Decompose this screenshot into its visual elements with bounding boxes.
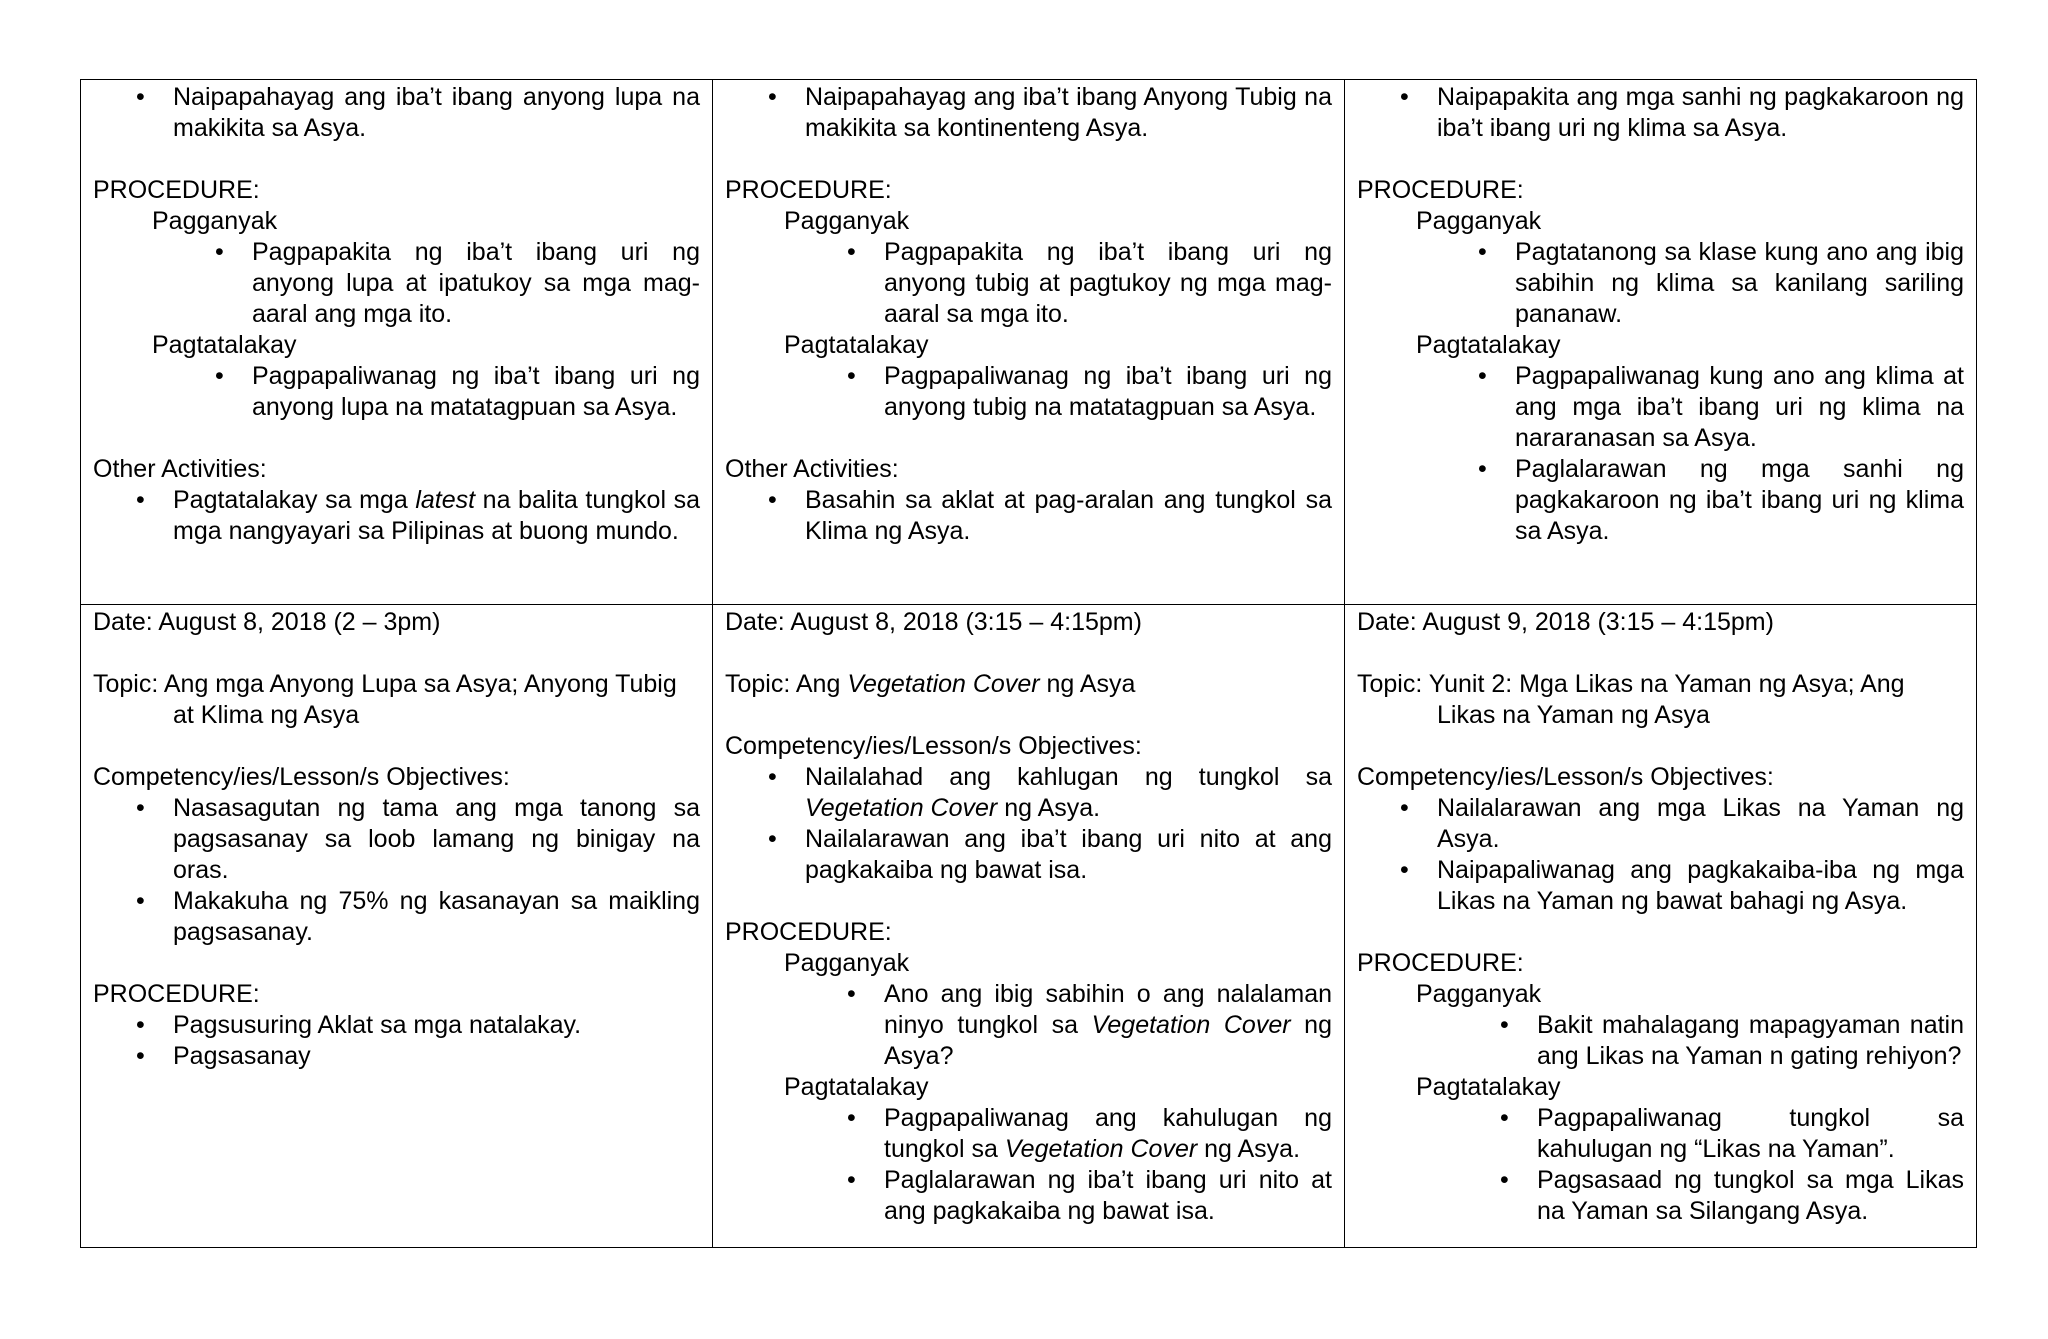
text-run: Topic: Ang xyxy=(725,670,848,698)
cell-anyong-tubig-continued xyxy=(713,80,1345,605)
list-item: • Naipapakita ang mga sanhi ng pagkakaroon ng iba’t ibang uri ng klima sa Asya. xyxy=(1437,82,1964,144)
list-item: • Pagpapakita ng iba’t ibang uri ng anyong lupa at ipatukoy sa mga mag-aaral ang mga ito. xyxy=(252,237,700,330)
pagganyak-label: Pagganyak xyxy=(784,949,910,977)
pagtatalakay-label: Pagtatalakay xyxy=(1416,1073,1561,1101)
objectives-label: Competency/ies/Lesson/s Objectives: xyxy=(93,763,510,791)
topic-line: Topic: Yunit 2: Mga Likas na Yaman ng Asya; Ang Likas na Yaman ng Asya xyxy=(1357,670,1905,729)
emphasis-text: Vegetation Cover xyxy=(847,670,1040,698)
list-item: • Pagsasanay xyxy=(173,1041,700,1072)
procedure-label: PROCEDURE: xyxy=(93,176,260,204)
cell-klima-continued xyxy=(1345,80,1977,605)
objective-list xyxy=(805,762,1332,886)
list-item: • Pagpapaliwanag tungkol sa kahulugan ng “Likas na Yaman”. xyxy=(1537,1103,1964,1165)
objectives-label: Competency/ies/Lesson/s Objectives: xyxy=(1357,763,1774,791)
other-activities-label: Other Activities: xyxy=(93,455,267,483)
cell-august-8-2pm xyxy=(81,605,713,1248)
list-item: • Pagsusuring Aklat sa mga natalakay. xyxy=(173,1010,700,1041)
other-activities-list xyxy=(173,485,700,547)
text-run: na balita tungkol sa mga nangyayari sa Pilipinas at buong mundo. xyxy=(173,486,700,545)
procedure-label: PROCEDURE: xyxy=(93,980,260,1008)
objective-list xyxy=(1437,793,1964,917)
list-item: • Pagpapaliwanag ng iba’t ibang uri ng anyong tubig na matatagpuan sa Asya. xyxy=(884,361,1332,423)
pagtatalakay-list xyxy=(884,361,1332,423)
topic-line: Topic: Ang mga Anyong Lupa sa Asya; Anyong Tubig at Klima ng Asya xyxy=(93,670,677,729)
procedure-label: PROCEDURE: xyxy=(1357,949,1524,977)
pagganyak-list xyxy=(1537,1010,1964,1072)
procedure-list xyxy=(173,1010,700,1072)
list-item: • Paglalarawan ng iba’t ibang uri nito at ang pagkakaiba ng bawat isa. xyxy=(884,1165,1332,1227)
text-run: ng Asya. xyxy=(997,794,1101,822)
emphasis-text: Vegetation Cover xyxy=(805,794,998,822)
emphasis-text: Vegetation Cover xyxy=(1091,1011,1291,1039)
objectives-label: Competency/ies/Lesson/s Objectives: xyxy=(725,732,1142,760)
pagtatalakay-list xyxy=(884,1103,1332,1227)
list-item: • Nasasagutan ng tama ang mga tanong sa pagsasanay sa loob lamang ng binigay na oras. xyxy=(173,793,700,886)
list-item: • Naipapaliwanag ang pagkakaiba-iba ng mga Likas na Yaman ng bawat bahagi ng Asya. xyxy=(1437,855,1964,917)
procedure-label: PROCEDURE: xyxy=(725,918,892,946)
list-item xyxy=(884,1103,1332,1165)
procedure-label: PROCEDURE: xyxy=(725,176,892,204)
cell-anyong-lupa-continued xyxy=(81,80,713,605)
objective-list xyxy=(805,82,1332,144)
list-item: • Bakit mahalagang mapagyaman natin ang Likas na Yaman n gating rehiyon? xyxy=(1537,1010,1964,1072)
list-item: • Pagpapaliwanag kung ano ang klima at ang mga iba’t ibang uri ng klima na nararanasan sa Asya. xyxy=(1515,361,1964,454)
emphasis-text: latest xyxy=(415,486,476,514)
date-line: Date: August 9, 2018 (3:15 – 4:15pm) xyxy=(1357,608,1774,636)
cell-august-8-315pm xyxy=(713,605,1345,1248)
text-run: ng Asya. xyxy=(1197,1135,1301,1163)
text-run: ng Asya? xyxy=(884,1011,1332,1070)
list-item xyxy=(884,979,1332,1072)
date-line: Date: August 8, 2018 (2 – 3pm) xyxy=(93,608,441,636)
text-run: ng Asya xyxy=(1039,670,1136,698)
topic-line xyxy=(725,669,1332,700)
list-item: • Makakuha ng 75% ng kasanayan sa maikling pagsasanay. xyxy=(173,886,700,948)
list-item: • Pagpapaliwanag ng iba’t ibang uri ng anyong lupa na matatagpuan sa Asya. xyxy=(252,361,700,423)
pagganyak-list xyxy=(1515,237,1964,330)
objective-list xyxy=(173,793,700,948)
other-activities-label: Other Activities: xyxy=(725,455,899,483)
lesson-plan-table xyxy=(80,79,1977,1248)
pagganyak-label: Pagganyak xyxy=(784,207,910,235)
pagganyak-list xyxy=(884,237,1332,330)
list-item xyxy=(805,762,1332,824)
text-run: Nailalahad ang kahlugan ng tungkol sa xyxy=(805,763,1332,791)
pagtatalakay-list xyxy=(252,361,700,423)
list-item: • Paglalarawan ng mga sanhi ng pagkakaroon ng iba’t ibang uri ng klima sa Asya. xyxy=(1515,454,1964,547)
text-run: Ano ang ibig sabihin o ang nalalaman ninyo tungkol sa xyxy=(884,980,1332,1039)
list-item: • Naipapahayag ang iba’t ibang Anyong Tubig na makikita sa kontinenteng Asya. xyxy=(805,82,1332,144)
objective-list xyxy=(1437,82,1964,144)
pagtatalakay-label: Pagtatalakay xyxy=(784,1073,929,1101)
procedure-label: PROCEDURE: xyxy=(1357,176,1524,204)
emphasis-text: Vegetation Cover xyxy=(1004,1135,1198,1163)
list-item: • Nailalarawan ang iba’t ibang uri nito at ang pagkakaiba ng bawat isa. xyxy=(805,824,1332,886)
pagganyak-list xyxy=(884,979,1332,1072)
objective-list xyxy=(173,82,700,144)
list-item: • Basahin sa aklat at pag-aralan ang tungkol sa Klima ng Asya. xyxy=(805,485,1332,547)
pagtatalakay-label: Pagtatalakay xyxy=(784,331,929,359)
table-row xyxy=(81,80,1977,605)
list-item: • Pagtatanong sa klase kung ano ang ibig sabihin ng klima sa kanilang sariling pananaw. xyxy=(1515,237,1964,330)
pagganyak-list xyxy=(252,237,700,330)
table-row xyxy=(81,605,1977,1248)
pagtatalakay-list xyxy=(1515,361,1964,547)
other-activities-list xyxy=(805,485,1332,547)
text-run: Pagpapaliwanag ang kahulugan ng tungkol sa xyxy=(884,1104,1332,1163)
pagtatalakay-label: Pagtatalakay xyxy=(152,331,297,359)
text-run: Pagtatalakay sa mga xyxy=(173,486,416,514)
cell-august-9-315pm xyxy=(1345,605,1977,1248)
pagganyak-label: Pagganyak xyxy=(1416,207,1542,235)
list-item: • Pagpapakita ng iba’t ibang uri ng anyong tubig at pagtukoy ng mga mag-aaral sa mga ito. xyxy=(884,237,1332,330)
pagganyak-label: Pagganyak xyxy=(152,207,278,235)
pagtatalakay-label: Pagtatalakay xyxy=(1416,331,1561,359)
date-line: Date: August 8, 2018 (3:15 – 4:15pm) xyxy=(725,608,1142,636)
list-item xyxy=(173,485,700,547)
pagtatalakay-list xyxy=(1537,1103,1964,1227)
list-item: • Naipapahayag ang iba’t ibang anyong lupa na makikita sa Asya. xyxy=(173,82,700,144)
list-item: • Pagsasaad ng tungkol sa mga Likas na Yaman sa Silangang Asya. xyxy=(1537,1165,1964,1227)
pagganyak-label: Pagganyak xyxy=(1416,980,1542,1008)
list-item: • Nailalarawan ang mga Likas na Yaman ng Asya. xyxy=(1437,793,1964,855)
